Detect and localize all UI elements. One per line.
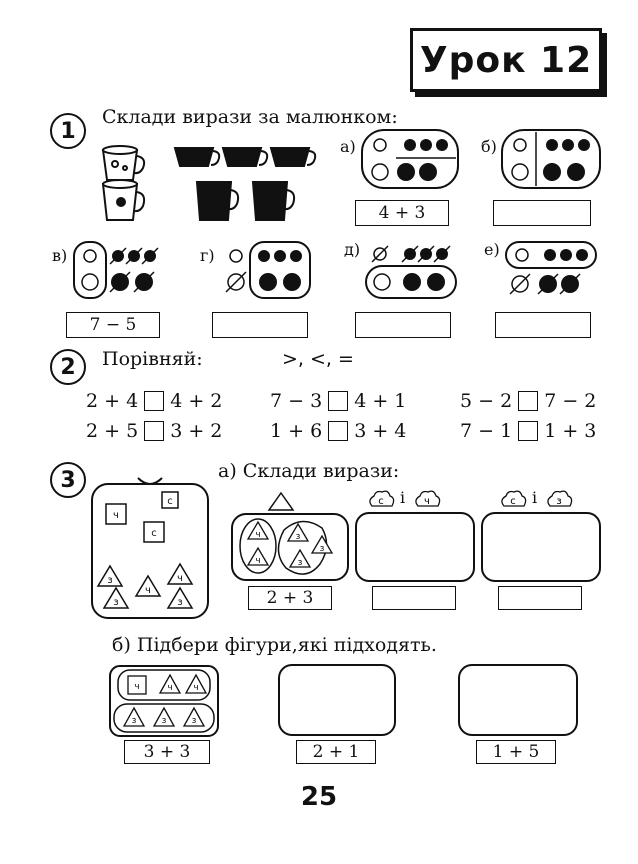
compare-row1-col1	[86, 390, 222, 412]
compare-right: 3 + 4	[354, 420, 407, 442]
connector-i: і	[400, 488, 406, 507]
compare-sign-box[interactable]	[518, 421, 538, 441]
svg-text:з: з	[177, 597, 183, 608]
part-b-answer-1[interactable]: 3 + 3	[124, 740, 210, 764]
task2-number: 2	[50, 349, 86, 385]
shapes-bag	[88, 470, 212, 622]
compare-row1-col2	[270, 390, 406, 412]
compare-right: 3 + 2	[170, 420, 223, 442]
black-cup-icon	[253, 182, 294, 220]
part-a-answer-3[interactable]	[498, 586, 582, 610]
compare-sign-box[interactable]	[144, 421, 164, 441]
compare-left: 5 − 2	[460, 390, 513, 412]
compare-right: 1 + 3	[544, 420, 597, 442]
task1-item-d-label: д)	[344, 240, 361, 259]
white-cup-icon	[103, 180, 144, 220]
task1-item-d-answer[interactable]	[355, 312, 451, 338]
svg-text:с: с	[151, 528, 157, 539]
svg-text:з: з	[113, 597, 119, 608]
compare-row1-col3	[460, 390, 596, 412]
task1-item-a-picture	[360, 128, 460, 190]
task2-title: Порівняй:	[102, 348, 203, 370]
square-ch-icon	[106, 504, 126, 524]
task1-item-a-answer[interactable]: 4 + 3	[355, 200, 449, 226]
compare-sign-box[interactable]	[328, 391, 348, 411]
part-b-answer-3[interactable]: 1 + 5	[476, 740, 556, 764]
svg-text:с: с	[378, 496, 384, 507]
connector-i: і	[532, 488, 538, 507]
task1-item-v-picture	[72, 238, 162, 302]
compare-left: 7 − 3	[270, 390, 323, 412]
svg-text:ч: ч	[177, 573, 183, 584]
svg-text:ч: ч	[255, 556, 261, 566]
compare-sign-box[interactable]	[518, 391, 538, 411]
svg-text:с: с	[510, 496, 516, 507]
svg-text:з: з	[556, 496, 562, 507]
task1-item-g-label: г)	[200, 246, 215, 265]
compare-sign-box[interactable]	[328, 421, 348, 441]
task1-item-v-label: в)	[52, 246, 68, 265]
task1-item-e-picture	[504, 238, 600, 302]
part-a-answer-2[interactable]	[372, 586, 456, 610]
task1-number: 1	[50, 113, 86, 149]
compare-left: 2 + 4	[86, 390, 139, 412]
task1-title: Склади вирази за малюнком:	[102, 106, 398, 128]
compare-left: 2 + 5	[86, 420, 139, 442]
task1-item-g-picture	[222, 238, 314, 302]
white-cup-icon	[103, 146, 144, 180]
task1-item-g-answer[interactable]	[212, 312, 308, 338]
task1-item-a-label: а)	[340, 137, 356, 156]
square-ch-icon	[128, 676, 146, 694]
svg-text:з: з	[107, 575, 113, 586]
task3-part-a-title: а) Склади вирази:	[218, 460, 400, 482]
compare-row2-col1	[86, 420, 222, 442]
cloud-ch-icon	[412, 488, 442, 510]
cups-illustration	[95, 140, 325, 230]
task1-item-b-picture	[500, 128, 602, 190]
task1-item-e-label: е)	[484, 240, 500, 259]
svg-text:с: с	[167, 496, 173, 507]
part-b-answer-2[interactable]: 2 + 1	[296, 740, 376, 764]
compare-left: 1 + 6	[270, 420, 323, 442]
svg-text:ч: ч	[193, 683, 199, 693]
compare-row2-col3	[460, 420, 596, 442]
square-s-icon	[162, 492, 178, 508]
page-number: 25	[300, 782, 338, 812]
square-s-icon	[144, 522, 164, 542]
task3-number: 3	[50, 462, 86, 498]
svg-text:з: з	[297, 558, 303, 568]
part-b-frame-3[interactable]	[458, 664, 578, 736]
task2-signs: >, <, =	[282, 348, 354, 370]
compare-row2-col2	[270, 420, 406, 442]
svg-text:з: з	[319, 544, 325, 554]
compare-right: 4 + 1	[354, 390, 407, 412]
svg-text:з: з	[295, 532, 301, 542]
part-a-frame-2[interactable]	[355, 512, 475, 582]
task1-item-b-label: б)	[481, 137, 497, 156]
part-b-frame-2[interactable]	[278, 664, 396, 736]
task1-item-e-answer[interactable]	[495, 312, 591, 338]
black-cup-icon	[197, 182, 238, 220]
task1-item-v-answer[interactable]: 7 − 5	[66, 312, 160, 338]
svg-text:ч: ч	[113, 510, 119, 521]
svg-text:ч: ч	[167, 683, 173, 693]
compare-right: 4 + 2	[170, 390, 223, 412]
compare-right: 7 − 2	[544, 390, 597, 412]
task1-item-d-picture	[364, 238, 460, 302]
svg-text:ч: ч	[145, 585, 151, 596]
part-a-frame-3[interactable]	[481, 512, 601, 582]
part-a-answer-1[interactable]: 2 + 3	[248, 586, 332, 610]
black-cup-icon	[271, 148, 315, 166]
compare-sign-box[interactable]	[144, 391, 164, 411]
lesson-title: Урок 12	[410, 28, 602, 92]
part-b-frame-1	[108, 664, 220, 738]
black-cup-icon	[223, 148, 267, 166]
part-a-frame-1	[230, 512, 350, 582]
svg-text:з: з	[131, 716, 137, 726]
cloud-s-icon	[498, 488, 528, 510]
svg-text:з: з	[161, 716, 167, 726]
task3-part-b-title: б) Підбери фігури,які підходять.	[112, 634, 437, 656]
cloud-z-icon	[544, 488, 574, 510]
triangle-outline-icon	[266, 490, 296, 512]
cloud-s-icon	[366, 488, 396, 510]
compare-left: 7 − 1	[460, 420, 513, 442]
svg-text:ч: ч	[255, 530, 261, 540]
task1-item-b-answer[interactable]	[493, 200, 591, 226]
svg-text:ч: ч	[424, 496, 430, 507]
svg-text:ч: ч	[134, 682, 140, 692]
black-cup-icon	[175, 148, 219, 166]
svg-text:з: з	[191, 716, 197, 726]
